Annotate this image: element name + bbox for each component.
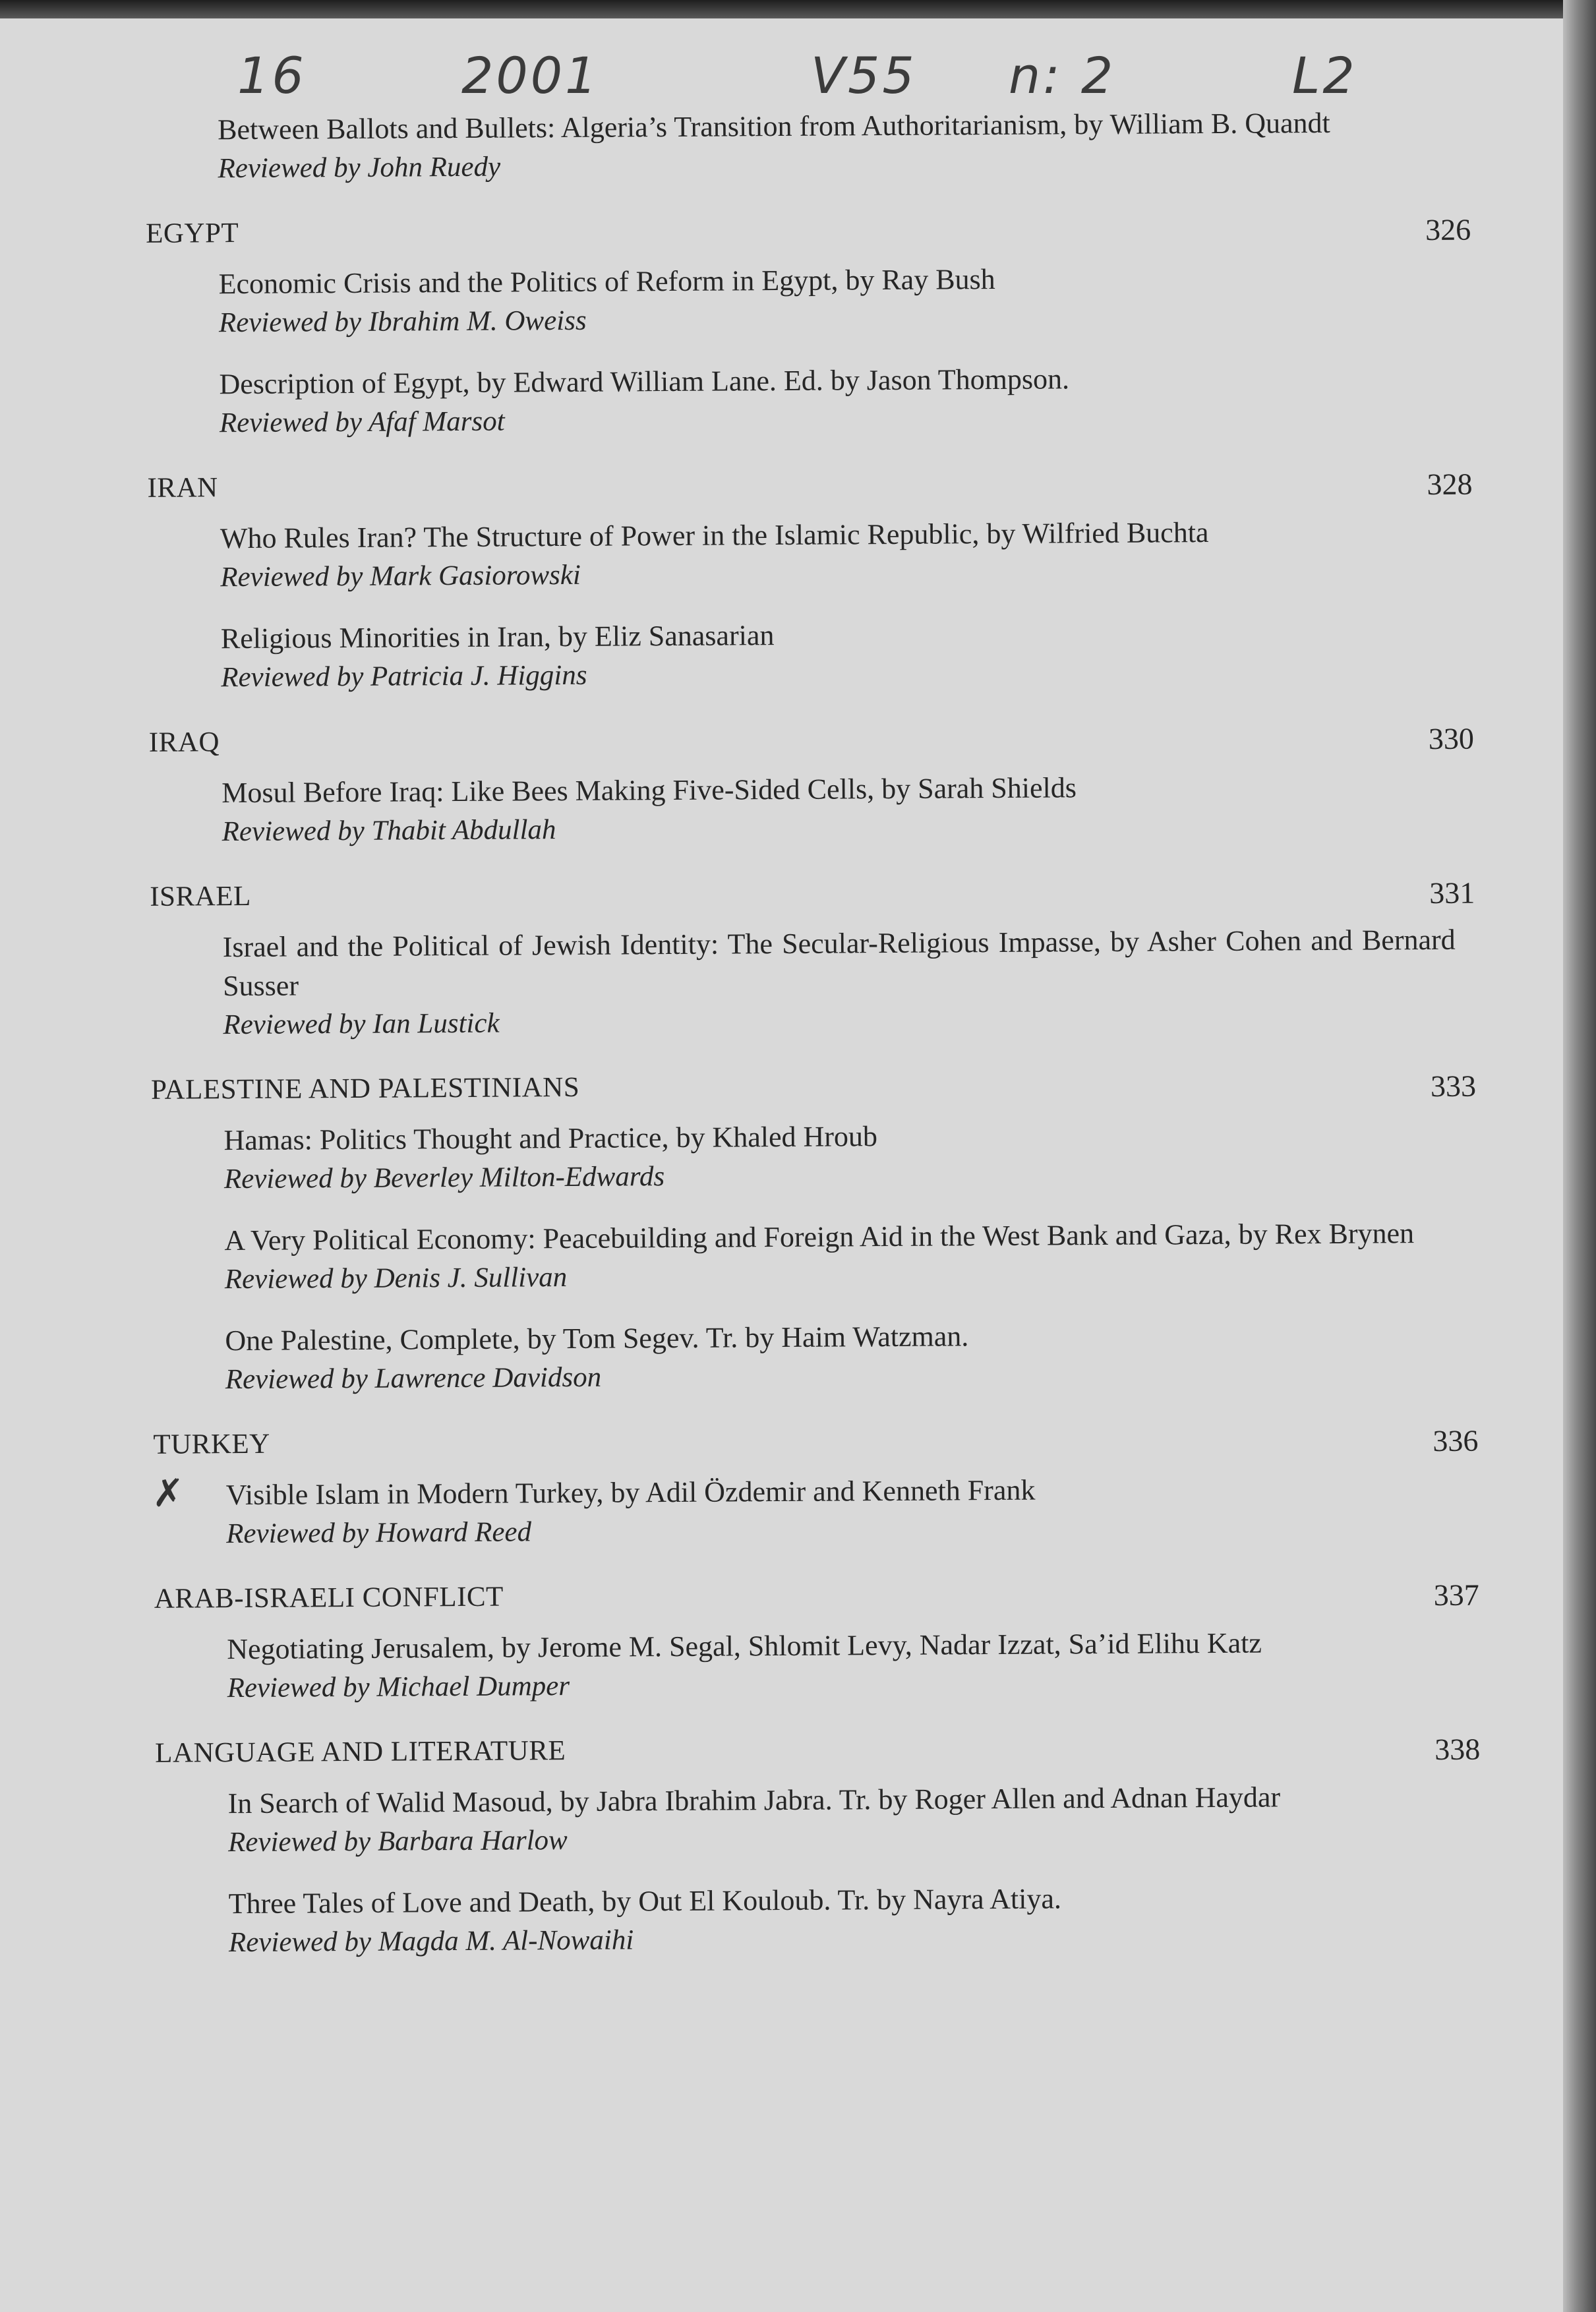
- handwritten-volume: V55: [811, 46, 917, 105]
- book-title: In Search of Walid Masoud, by Jabra Ibrahim Jabra. Tr. by Roger Allen and Adnan Haydar: [227, 1781, 1281, 1820]
- section-page-number: 326: [1425, 212, 1471, 247]
- section-heading-palestine: [138, 1059, 1476, 1121]
- reviewer-line: Reviewed by Lawrence Davidson: [225, 1361, 602, 1396]
- review-entry: [223, 920, 1456, 1044]
- book-title: A Very Political Economy: Peacebuilding and Foreign Aid in the West Bank and Gaza, by Rex Brynen: [224, 1217, 1415, 1257]
- book-title: Religious Minorities in Iran, by Eliz Sanasarian: [220, 619, 775, 655]
- section-heading-iraq: [136, 712, 1474, 774]
- review-entry: [152, 1468, 1460, 1553]
- review-entry: [225, 1314, 1458, 1399]
- reviewer-line: Reviewed by Patricia J. Higgins: [221, 659, 587, 694]
- reviewer-line: Reviewed by Magda M. Al-Nowaihi: [228, 1924, 634, 1959]
- section-page-number: 328: [1427, 467, 1473, 502]
- section-page-number: 338: [1434, 1732, 1481, 1766]
- section-page-number: 331: [1429, 875, 1475, 910]
- book-title: Negotiating Jerusalem, by Jerome M. Segal, Shlomit Levy, Nadar Izzat, Sa’id Elihu Katz: [227, 1626, 1262, 1666]
- reviewer-line: Reviewed by Beverley Milton-Edwards: [223, 1161, 665, 1195]
- review-entry: [223, 1113, 1457, 1199]
- section-heading-arab-israeli-conflict: [141, 1568, 1479, 1630]
- section-heading-israel: [136, 866, 1475, 928]
- book-title: Between Ballots and Bullets: Algeria’s Transition from Authoritarianism, by William B. Quandt: [218, 106, 1330, 146]
- reviewer-line: Reviewed by Thabit Abdullah: [222, 814, 556, 848]
- reviewer-line: Reviewed by Afaf Marsot: [219, 405, 505, 439]
- review-entry: [224, 1214, 1458, 1299]
- section-name: ISRAEL: [150, 880, 251, 912]
- handwritten-note: [237, 46, 1398, 105]
- section-name: ARAB-ISRAELI CONFLICT: [154, 1581, 504, 1615]
- table-of-contents: [132, 103, 1481, 1985]
- reviewer-line: Reviewed by Howard Reed: [226, 1516, 532, 1550]
- review-entry: [219, 357, 1452, 442]
- handwritten-year: 2001: [461, 46, 600, 105]
- section-name: TURKEY: [153, 1428, 270, 1460]
- handwritten-issue: n: 2: [1009, 46, 1116, 105]
- section-name: EGYPT: [145, 218, 239, 249]
- section-page-number: 333: [1430, 1069, 1477, 1103]
- reviewer-line: Reviewed by Mark Gasiorowski: [220, 559, 581, 593]
- handwritten-volume-number: 16: [237, 46, 307, 105]
- book-title: Who Rules Iran? The Structure of Power in the Islamic Republic, by Wilfried Buchta: [220, 516, 1209, 555]
- review-entry: [228, 1777, 1462, 1862]
- section-page-number: 337: [1433, 1578, 1479, 1612]
- book-title: Israel and the Political of Jewish Identity: The Secular-Religious Impasse, by Asher Cohen and Bernard Susser: [222, 923, 1456, 1003]
- reviewer-line: Reviewed by Denis J. Sullivan: [224, 1262, 568, 1295]
- review-entry: [218, 257, 1452, 342]
- review-entry: [222, 766, 1455, 851]
- book-title: One Palestine, Complete, by Tom Segev. Tr. by Haim Watzman.: [225, 1320, 969, 1357]
- section-heading-egypt: [133, 203, 1471, 265]
- reviewer-line: Reviewed by Ian Lustick: [223, 1007, 500, 1041]
- review-entry: [228, 1877, 1462, 1962]
- section-heading-iran: [134, 458, 1472, 519]
- book-title: Hamas: Politics Thought and Practice, by Khaled Hroub: [223, 1120, 878, 1157]
- section-name: LANGUAGE AND LITERATURE: [155, 1735, 566, 1769]
- section-name: IRAQ: [148, 726, 220, 758]
- book-title: Visible Islam in Modern Turkey, by Adil Özdemir and Kenneth Frank: [225, 1473, 1036, 1512]
- review-entry: [227, 1622, 1460, 1707]
- book-title: Three Tales of Love and Death, by Out El Kouloub. Tr. by Nayra Atiya.: [228, 1882, 1062, 1920]
- section-page-number: 330: [1428, 721, 1475, 756]
- review-entry: [221, 612, 1454, 697]
- intro-entry: [218, 103, 1451, 188]
- section-heading-turkey: [140, 1414, 1478, 1476]
- review-entry: [220, 512, 1454, 597]
- reviewer-line: Reviewed by Michael Dumper: [227, 1670, 570, 1704]
- reviewer-line: Reviewed by Ibrahim M. Oweiss: [218, 305, 587, 339]
- book-title: Description of Egypt, by Edward William Lane. Ed. by Jason Thompson.: [219, 363, 1070, 401]
- section-heading-language-literature: [142, 1723, 1480, 1785]
- section-page-number: 336: [1433, 1423, 1479, 1458]
- section-name: IRAN: [147, 472, 218, 504]
- book-title: Mosul Before Iraq: Like Bees Making Five-Sided Cells, by Sarah Shields: [222, 771, 1077, 810]
- book-title: Economic Crisis and the Politics of Reform in Egypt, by Ray Bush: [218, 263, 995, 301]
- reviewer-line: Reviewed by Barbara Harlow: [227, 1825, 568, 1858]
- handwritten-code: L2: [1292, 46, 1357, 105]
- section-name: PALESTINE AND PALESTINIANS: [150, 1071, 580, 1106]
- reviewer-line: Reviewed by John Ruedy: [218, 151, 501, 185]
- page-top-shadow: [0, 0, 1596, 18]
- handwritten-mark-icon: ✗: [152, 1470, 185, 1516]
- page-binding-edge: [1563, 0, 1596, 2312]
